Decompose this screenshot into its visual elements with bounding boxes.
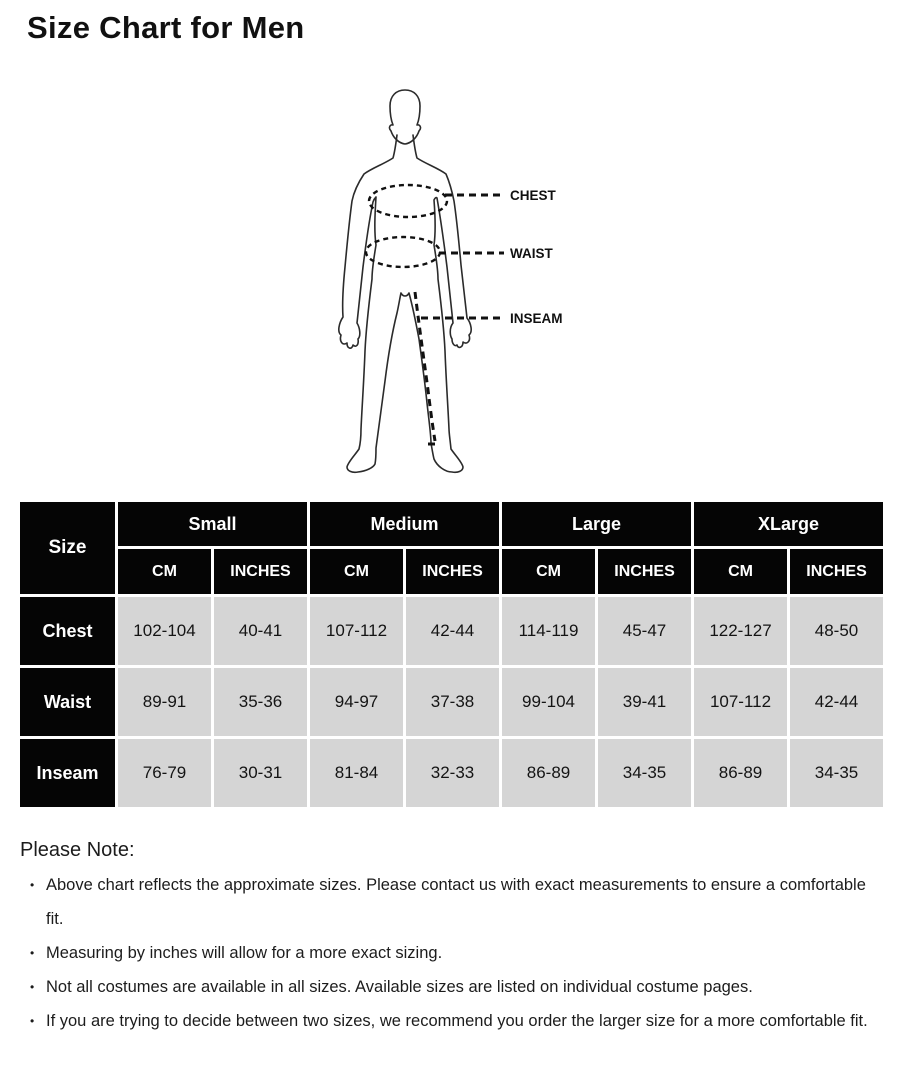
note-text: Not all costumes are available in all sizes. Available sizes are listed on individual costume pages. bbox=[46, 978, 753, 996]
unit-header-medium-cm: CM bbox=[310, 549, 403, 594]
size-table-corner-header: Size bbox=[20, 502, 115, 594]
chest-xlarge-inches: 48-50 bbox=[790, 597, 883, 665]
unit-header-large-cm: CM bbox=[502, 549, 595, 594]
inseam-measure-line bbox=[415, 292, 440, 444]
waist-xlarge-cm: 107-112 bbox=[694, 668, 787, 736]
note-text: Measuring by inches will allow for a more exact sizing. bbox=[46, 944, 443, 962]
waist-large-inches: 39-41 bbox=[598, 668, 691, 736]
male-figure-illustration bbox=[330, 85, 610, 485]
inseam-large-inches: 34-35 bbox=[598, 739, 691, 807]
inseam-small-cm: 76-79 bbox=[118, 739, 211, 807]
waist-large-cm: 99-104 bbox=[502, 668, 595, 736]
unit-header-medium-inches: INCHES bbox=[406, 549, 499, 594]
unit-header-xlarge-inches: INCHES bbox=[790, 549, 883, 594]
waist-xlarge-inches: 42-44 bbox=[790, 668, 883, 736]
inseam-label: INSEAM bbox=[510, 311, 563, 326]
inseam-medium-cm: 81-84 bbox=[310, 739, 403, 807]
chest-medium-cm: 107-112 bbox=[310, 597, 403, 665]
page-title: Size Chart for Men bbox=[27, 10, 305, 45]
bullet-icon: • bbox=[30, 1014, 35, 1028]
chest-large-cm: 114-119 bbox=[502, 597, 595, 665]
bullet-icon: • bbox=[30, 980, 35, 994]
unit-header-small-inches: INCHES bbox=[214, 549, 307, 594]
chest-medium-inches: 42-44 bbox=[406, 597, 499, 665]
note-text: If you are trying to decide between two sizes, we recommend you order the larger size for a more comfortable fit. bbox=[46, 1012, 868, 1030]
bullet-icon: • bbox=[30, 946, 35, 960]
table-row-chest bbox=[20, 597, 883, 665]
unit-header-small-cm: CM bbox=[118, 549, 211, 594]
size-group-header-medium: Medium bbox=[310, 502, 499, 546]
waist-measure-ellipse bbox=[366, 237, 440, 267]
size-table bbox=[17, 499, 886, 810]
inseam-large-cm: 86-89 bbox=[502, 739, 595, 807]
row-label-chest: Chest bbox=[20, 597, 115, 665]
row-label-inseam: Inseam bbox=[20, 739, 115, 807]
waist-medium-inches: 37-38 bbox=[406, 668, 499, 736]
waist-medium-cm: 94-97 bbox=[310, 668, 403, 736]
inseam-medium-inches: 32-33 bbox=[406, 739, 499, 807]
size-group-header-small: Small bbox=[118, 502, 307, 546]
notes-heading: Please Note: bbox=[20, 839, 135, 861]
size-group-header-large: Large bbox=[502, 502, 691, 546]
table-row-waist bbox=[20, 668, 883, 736]
chest-small-inches: 40-41 bbox=[214, 597, 307, 665]
table-row-inseam bbox=[20, 739, 883, 807]
waist-small-cm: 89-91 bbox=[118, 668, 211, 736]
note-item-between-sizes bbox=[12, 1004, 878, 1038]
chest-xlarge-cm: 122-127 bbox=[694, 597, 787, 665]
row-label-waist: Waist bbox=[20, 668, 115, 736]
body-measurement-diagram bbox=[330, 85, 610, 485]
note-text: Above chart reflects the approximate sizes. Please contact us with exact measurements to ensure a comfortable fit. bbox=[46, 876, 866, 928]
chest-small-cm: 102-104 bbox=[118, 597, 211, 665]
inseam-xlarge-cm: 86-89 bbox=[694, 739, 787, 807]
chest-large-inches: 45-47 bbox=[598, 597, 691, 665]
unit-header-large-inches: INCHES bbox=[598, 549, 691, 594]
body-outline bbox=[339, 135, 471, 472]
note-item-approximate-sizes bbox=[12, 868, 878, 936]
waist-label: WAIST bbox=[510, 246, 553, 261]
chest-label: CHEST bbox=[510, 188, 556, 203]
bullet-icon: • bbox=[30, 878, 35, 892]
inseam-xlarge-inches: 34-35 bbox=[790, 739, 883, 807]
note-item-measuring-inches bbox=[12, 936, 878, 970]
inseam-small-inches: 30-31 bbox=[214, 739, 307, 807]
size-group-header-xlarge: XLarge bbox=[694, 502, 883, 546]
note-item-availability bbox=[12, 970, 878, 1004]
head-outline bbox=[390, 90, 421, 144]
notes-section bbox=[12, 838, 878, 1038]
waist-small-inches: 35-36 bbox=[214, 668, 307, 736]
unit-header-xlarge-cm: CM bbox=[694, 549, 787, 594]
